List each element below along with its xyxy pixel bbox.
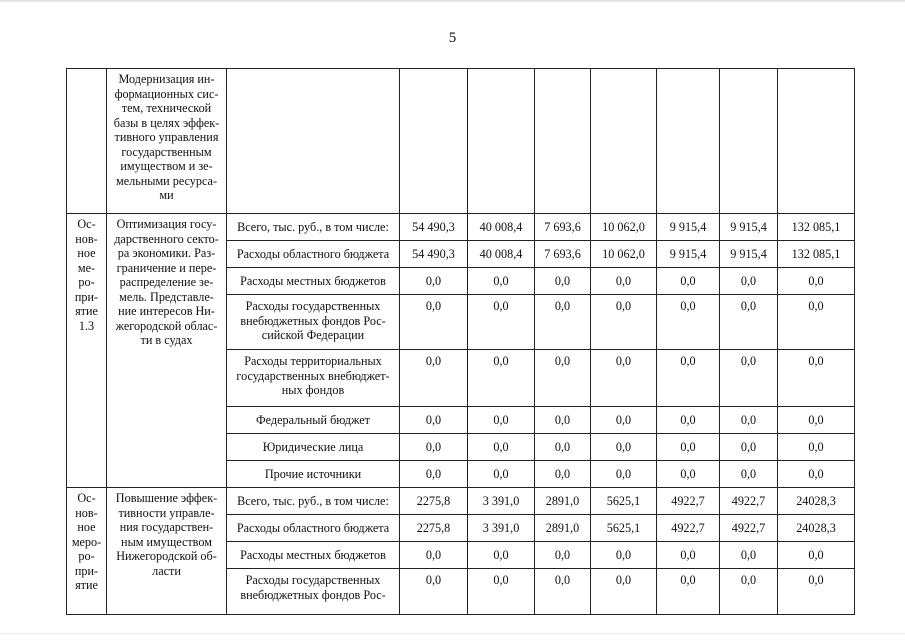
value-cell: 0,0	[778, 295, 855, 350]
value-cell: 2275,8	[400, 515, 468, 542]
value-cell: 0,0	[657, 569, 720, 615]
value-cell: 0,0	[778, 542, 855, 569]
value-cell: 0,0	[657, 268, 720, 295]
value-cell: 0,0	[657, 461, 720, 488]
value-cell: 0,0	[535, 542, 591, 569]
value-cell: 54 490,3	[400, 241, 468, 268]
source-cell: Прочие источники	[227, 461, 400, 488]
value-cell: 0,0	[535, 407, 591, 434]
value-cell: 9 915,4	[657, 241, 720, 268]
value-cell: 0,0	[720, 434, 778, 461]
block-label-cell: Ос- нов- ное меро- ро- при- ятие	[67, 488, 107, 615]
value-cell	[778, 69, 855, 214]
value-cell: 4922,7	[657, 488, 720, 515]
value-cell: 0,0	[591, 569, 657, 615]
source-cell	[227, 69, 400, 214]
value-cell: 0,0	[657, 295, 720, 350]
value-cell: 0,0	[468, 569, 535, 615]
value-cell: 0,0	[657, 350, 720, 407]
value-cell: 0,0	[720, 295, 778, 350]
table-row	[67, 214, 855, 241]
value-cell: 0,0	[778, 350, 855, 407]
value-cell: 0,0	[720, 542, 778, 569]
value-cell	[720, 69, 778, 214]
source-cell: Расходы территориальных государственных внебюджет- ных фондов	[227, 350, 400, 407]
value-cell: 0,0	[591, 268, 657, 295]
value-cell: 0,0	[400, 295, 468, 350]
value-cell: 0,0	[400, 461, 468, 488]
source-cell: Расходы государственных внебюджетных фондов Рос-	[227, 569, 400, 615]
value-cell: 0,0	[591, 407, 657, 434]
value-cell: 4922,7	[720, 488, 778, 515]
value-cell: 0,0	[400, 268, 468, 295]
value-cell: 0,0	[778, 461, 855, 488]
value-cell: 0,0	[778, 434, 855, 461]
value-cell: 0,0	[591, 461, 657, 488]
value-cell: 0,0	[535, 434, 591, 461]
value-cell: 3 391,0	[468, 488, 535, 515]
value-cell: 0,0	[400, 569, 468, 615]
value-cell: 9 915,4	[657, 214, 720, 241]
value-cell	[657, 69, 720, 214]
value-cell: 24028,3	[778, 488, 855, 515]
value-cell: 0,0	[468, 268, 535, 295]
value-cell: 2891,0	[535, 515, 591, 542]
source-cell: Федеральный бюджет	[227, 407, 400, 434]
value-cell: 0,0	[720, 407, 778, 434]
page-number: 5	[448, 30, 457, 46]
value-cell: 2275,8	[400, 488, 468, 515]
value-cell: 0,0	[468, 407, 535, 434]
block-label-cell: Ос- нов- ное ме- ро- при- ятие 1.3	[67, 214, 107, 488]
value-cell	[400, 69, 468, 214]
value-cell: 4922,7	[657, 515, 720, 542]
activity-cell: Повышение эффек- тивности управле- ния государствен- ным имуществом Нижегородской об- ласти	[107, 488, 227, 615]
source-cell: Всего, тыс. руб., в том числе:	[227, 488, 400, 515]
scan-edge-bottom	[0, 633, 905, 634]
value-cell: 0,0	[720, 461, 778, 488]
value-cell: 0,0	[720, 569, 778, 615]
source-cell: Расходы местных бюджетов	[227, 268, 400, 295]
row-label-cell	[67, 69, 107, 214]
source-cell: Расходы местных бюджетов	[227, 542, 400, 569]
value-cell: 0,0	[535, 295, 591, 350]
value-cell: 0,0	[535, 461, 591, 488]
value-cell: 0,0	[778, 407, 855, 434]
value-cell: 0,0	[720, 350, 778, 407]
value-cell: 132 085,1	[778, 241, 855, 268]
value-cell: 0,0	[400, 434, 468, 461]
value-cell: 3 391,0	[468, 515, 535, 542]
budget-table	[66, 68, 855, 615]
value-cell: 0,0	[468, 461, 535, 488]
value-cell: 0,0	[591, 434, 657, 461]
source-cell: Расходы государственных внебюджетных фондов Рос- сийской Федерации	[227, 295, 400, 350]
value-cell: 7 693,6	[535, 241, 591, 268]
value-cell: 0,0	[657, 407, 720, 434]
value-cell: 54 490,3	[400, 214, 468, 241]
value-cell: 0,0	[400, 542, 468, 569]
value-cell: 0,0	[468, 542, 535, 569]
value-cell: 9 915,4	[720, 241, 778, 268]
activity-cell: Модернизация ин- формационных сис- тем, технической базы в целях эффек- тивного управления государственным имуществом и зе- мельными ресурса- ми	[107, 69, 227, 214]
source-cell: Всего, тыс. руб., в том числе:	[227, 214, 400, 241]
value-cell: 0,0	[591, 542, 657, 569]
value-cell: 10 062,0	[591, 241, 657, 268]
value-cell: 9 915,4	[720, 214, 778, 241]
value-cell: 0,0	[778, 268, 855, 295]
value-cell: 0,0	[778, 569, 855, 615]
value-cell	[468, 69, 535, 214]
value-cell: 2891,0	[535, 488, 591, 515]
value-cell: 0,0	[535, 268, 591, 295]
value-cell: 0,0	[591, 350, 657, 407]
source-cell: Расходы областного бюджета	[227, 515, 400, 542]
activity-cell: Оптимизация госу- дарственного секто- ра экономики. Раз- граничение и пере- распределение зе- мель. Представле- ние интересов Ни- жегородской облас- ти в судах	[107, 214, 227, 488]
value-cell: 0,0	[468, 295, 535, 350]
source-cell: Юридические лица	[227, 434, 400, 461]
value-cell: 7 693,6	[535, 214, 591, 241]
value-cell: 0,0	[468, 350, 535, 407]
value-cell: 0,0	[400, 407, 468, 434]
scan-edge-top	[0, 0, 905, 2]
value-cell: 0,0	[535, 569, 591, 615]
value-cell: 0,0	[657, 434, 720, 461]
value-cell: 4922,7	[720, 515, 778, 542]
value-cell: 0,0	[720, 268, 778, 295]
value-cell: 0,0	[535, 350, 591, 407]
value-cell: 0,0	[657, 542, 720, 569]
value-cell	[535, 69, 591, 214]
value-cell: 0,0	[591, 295, 657, 350]
value-cell: 40 008,4	[468, 214, 535, 241]
source-cell: Расходы областного бюджета	[227, 241, 400, 268]
value-cell	[591, 69, 657, 214]
value-cell: 40 008,4	[468, 241, 535, 268]
value-cell: 0,0	[400, 350, 468, 407]
value-cell: 0,0	[468, 434, 535, 461]
table-row	[67, 488, 855, 515]
value-cell: 5625,1	[591, 488, 657, 515]
value-cell: 24028,3	[778, 515, 855, 542]
value-cell: 5625,1	[591, 515, 657, 542]
table-row	[67, 69, 855, 214]
value-cell: 10 062,0	[591, 214, 657, 241]
value-cell: 132 085,1	[778, 214, 855, 241]
